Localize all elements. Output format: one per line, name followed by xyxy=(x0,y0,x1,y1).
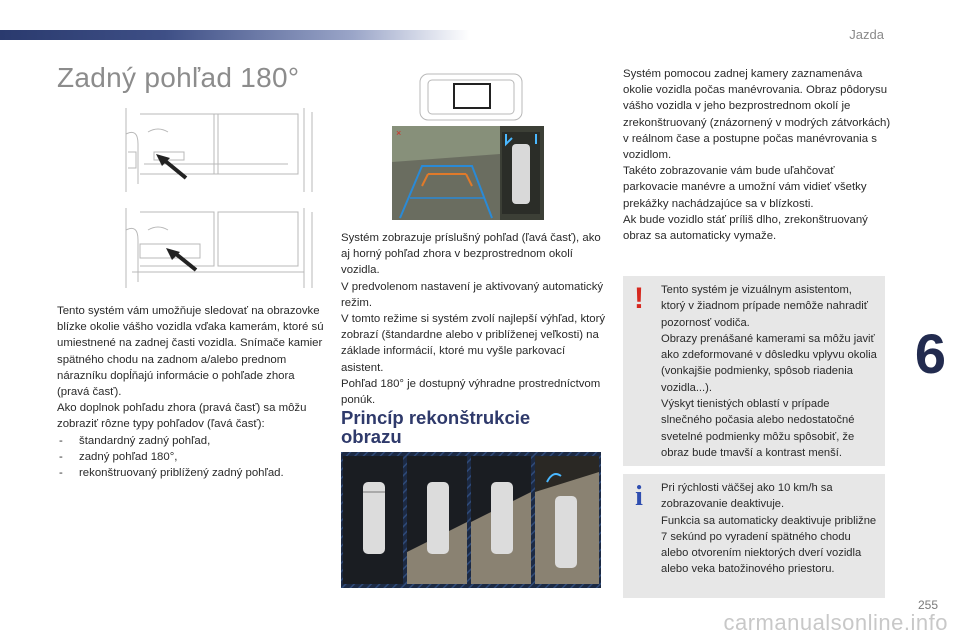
rear-camera-illustration xyxy=(118,104,320,196)
list-item: - zadný pohľad 180°, xyxy=(59,450,178,463)
watermark: carmanualsonline.info xyxy=(723,610,948,635)
intro-paragraph: Ako doplnok pohľadu zhora (pravá časť) sa môžu zobraziť rôzne typy pohľadov (ľavá časť): xyxy=(57,402,307,431)
display-text xyxy=(341,230,606,408)
warning-paragraph: Obrazy prenášané kamerami sa môžu javiť ako zdeformované v dôsledku vplyvu okolia (vonkajšie podmienky, spôsob riadenia vozidla...). xyxy=(661,332,877,394)
info-paragraph: Funkcia sa automaticky deaktivuje približne 7 sekúnd po vyradení spätného chodu alebo otvorením niektorých dverí vozidla alebo veka batožinového priestoru. xyxy=(661,514,877,576)
display-paragraph: V predvolenom nastavení je aktivovaný automatický režim. xyxy=(341,280,604,309)
info-icon: i xyxy=(635,481,643,512)
warning-paragraph: Tento systém je vizuálnym asistentom, ktorý v žiadnom prípade nemôže nahradiť pozornosť vodiča. xyxy=(661,284,868,329)
section-label: Jazda xyxy=(849,27,884,42)
display-paragraph: Pohľad 180° je dostupný výhradne prostredníctvom ponúk. xyxy=(341,377,601,407)
reconstruction-paragraph: Ak bude vozidlo stáť príliš dlho, zrekonštruovaný obraz sa automaticky vymaže. xyxy=(623,213,868,243)
chapter-number: 6 xyxy=(914,322,946,385)
header-gradient-bar xyxy=(0,30,470,40)
warning-paragraph: Výskyt tienistých oblastí v prípade slnečného počasia alebo nedostatočné svetelné podmienky môžu spôsobiť, že obraz bude tmavší a kontrast menší. xyxy=(661,398,855,459)
intro-text xyxy=(57,303,325,481)
intro-paragraph: Tento systém vám umožňuje sledovať na obrazovke blízke okolie vášho vozidla vďaka kamerám, ktoré sú umiestnené na zadnej časti vozidla. Snímače kamier spätného chodu na zadnom a/alebo prednom nárazníku dopĺňajú informácie o pohľade zhora (pravá časť). xyxy=(57,305,324,399)
rear-bumper-sensor-illustration xyxy=(118,204,320,292)
page-title: Zadný pohľad 180° xyxy=(57,62,300,93)
rear-camera-screen-view xyxy=(392,126,544,220)
reconstruction-text xyxy=(623,66,891,244)
exclamation-icon: ! xyxy=(634,282,644,315)
info-paragraph: Pri rýchlosti väčšej ako 10 km/h sa zobrazovanie deaktivuje. xyxy=(661,482,833,511)
image-reconstruction-sequence xyxy=(341,452,601,588)
reconstruction-paragraph: Takéto zobrazovanie vám bude uľahčovať parkovacie manévre a umožní vám vidieť všetky prekážky nachádzajúce sa v blízkosti. xyxy=(623,165,867,210)
display-paragraph: Systém zobrazuje príslušný pohľad (ľavá časť), ako aj horný pohľad zhora v bezprostrednom okolí vozidla. xyxy=(341,232,601,277)
view-types-list xyxy=(57,433,325,482)
warning-note xyxy=(623,276,885,466)
display-paragraph: V tomto režime si systém zvolí najlepší výhľad, ktorý zobrazí (štandardne alebo v priblíženej veľkosti) na základe informácií, ktoré mu vyšle parkovací asistent. xyxy=(341,313,606,374)
list-item: - rekonštruovaný priblížený zadný pohľad. xyxy=(59,467,284,480)
dashboard-screen-illustration xyxy=(418,72,524,124)
list-item: - štandardný zadný pohľad, xyxy=(59,434,211,447)
section-heading: Princíp rekonštrukcie obrazu xyxy=(341,407,531,447)
page-number: 255 xyxy=(917,598,938,612)
svg-text:×: × xyxy=(396,128,402,138)
reconstruction-paragraph: Systém pomocou zadnej kamery zaznamenáva okolie vozidla počas manévrovania. Obraz pôdorysu vášho vozidla v jeho bezprostrednom okolí je zrekonštruovaný (znázornený v modrých zátvorkách) v reálnom čase a postupne počas manévrovania s vozidlom. xyxy=(623,68,891,162)
info-note xyxy=(623,474,885,598)
